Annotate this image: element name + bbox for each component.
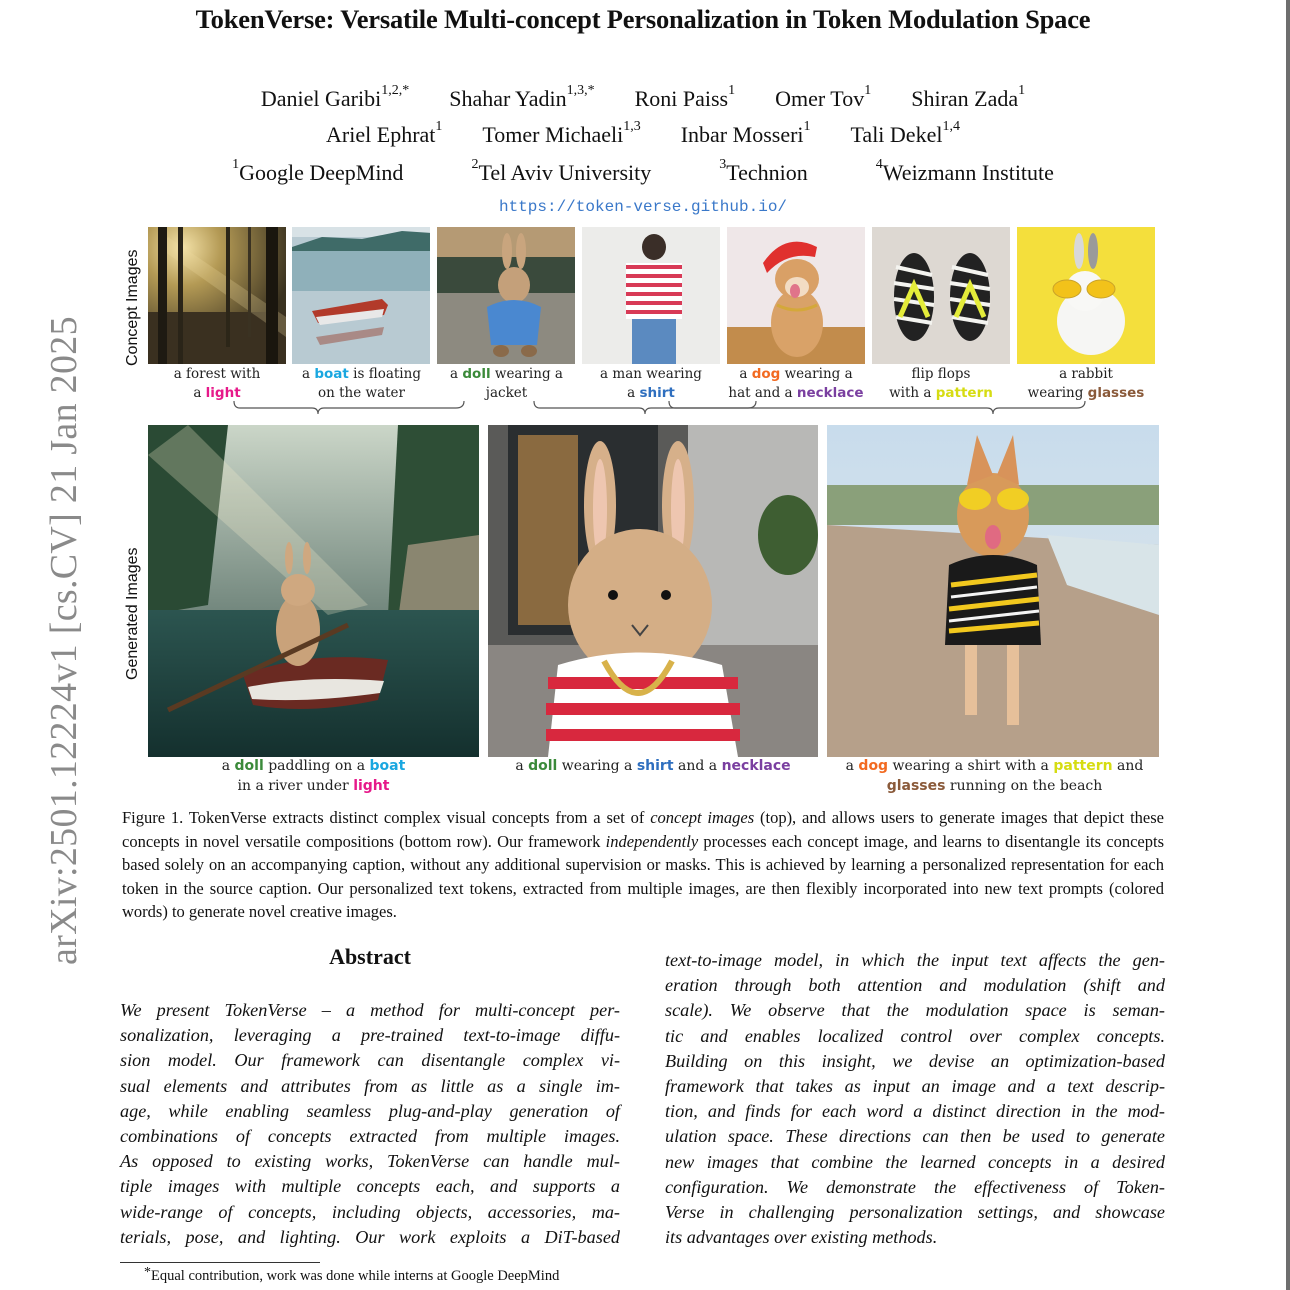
author-affiliation-marker: 1,3 [623, 119, 641, 134]
caption-line-2: wearing glasses [1027, 385, 1145, 401]
concept-token-shirt: shirt [636, 758, 674, 774]
caption-line-2: a light [193, 385, 241, 401]
concept-image-doll-jacket [437, 227, 575, 364]
abstract-line: age, while enabling seamless plug-and-play generation of [120, 1100, 620, 1121]
abstract-line: configuration. We demonstrate the effectiveness of Token- [665, 1176, 1165, 1197]
figure-caption [122, 806, 1164, 924]
concept-token-necklace: necklace [796, 385, 864, 401]
concept-image-flip-flops [872, 227, 1010, 364]
concept-token-shirt: shirt [639, 385, 675, 401]
footnote-text: Equal contribution, work was done while interns at Google DeepMind [151, 1268, 560, 1284]
footnote-mark: * [144, 1265, 151, 1280]
caption-line-2: glasses running on the beach [886, 778, 1103, 794]
concept-caption [292, 365, 431, 403]
author-affiliation-marker: 1 [803, 119, 811, 134]
concept-token-doll: doll [462, 366, 491, 382]
concept-token-doll: doll [234, 758, 264, 774]
abstract-line: framework that takes as input an image and a text descrip- [665, 1076, 1165, 1097]
author-name: Tali Dekel$^{1,4}$ [850, 119, 960, 147]
caption-text: (top), and allows users to generate images that depict these concepts in novel versatile compositions (bottom row). Our framework [122, 808, 1164, 851]
paper-title: TokenVerse: Versatile Multi-concept Personalization in Token Modulation Space [195, 4, 1091, 34]
caption-text: Figure 1. TokenVerse extracts distinct complex visual concepts from a set of [122, 808, 651, 827]
affiliation: $^4$Weizmann Institute [875, 157, 1054, 185]
generated-caption [827, 756, 1162, 796]
abstract-line: sual elements and attributes from as little as a single im- [120, 1075, 620, 1096]
author-name: Shahar Yadin$^{1,3,*}$ [449, 83, 595, 111]
affiliation-number: 4 [875, 157, 883, 172]
viewer-scrollbar-edge [1286, 0, 1290, 1290]
abstract-line: ulation space. These directions can then be used to generate [665, 1126, 1165, 1147]
author-affiliation-marker: 1,2,* [381, 83, 410, 98]
concept-token-pattern: pattern [935, 385, 993, 401]
abstract-line: scale). We observe that the modulation space is seman- [665, 1000, 1165, 1021]
author-affiliation-marker: 1,4 [942, 119, 960, 134]
affiliation: $^1$Google DeepMind [232, 157, 404, 185]
author-affiliation-marker: 1 [435, 119, 443, 134]
abstract-left-column [120, 998, 620, 1250]
concept-token-dog: dog [751, 366, 781, 382]
abstract-line: Building on this insight, we devise an optimization-based [665, 1050, 1165, 1071]
generated-image-doll-shirt-necklace [488, 425, 818, 757]
abstract-line: combinations of concepts extracted from multiple images. [120, 1126, 620, 1147]
caption-emphasis: independently [605, 831, 699, 851]
abstract-line: its advantages over existing methods. [665, 1227, 938, 1248]
affiliation-list [0, 157, 1286, 186]
grouping-brace-3 [665, 400, 1090, 422]
generated-caption [488, 756, 818, 776]
generated-images-row-label: Generated Images [124, 547, 141, 680]
arxiv-stamp: arXiv:2501.12224v1 [cs.CV] 21 Jan 2025 [43, 316, 85, 965]
affiliation-number: 2 [471, 157, 479, 172]
concept-image-rabbit-glasses [1017, 227, 1155, 364]
abstract-line: sonalization, leveraging a pre-trained text-to-image diffu- [120, 1025, 620, 1046]
concept-images-row-label: Concept Images [124, 249, 141, 366]
concept-image-forest [148, 227, 286, 364]
author-name: Inbar Mosseri$^1$ [680, 119, 811, 147]
abstract-line: tiple images with multiple concepts each, and supports a [120, 1176, 620, 1197]
concept-caption [582, 365, 720, 403]
abstract-line: terials, pose, and lighting. Our work exploits a DiT-based [120, 1226, 620, 1247]
affiliation-number: 1 [232, 157, 240, 172]
author-list-row-2 [0, 119, 1286, 148]
concept-token-dog: dog [858, 758, 889, 774]
author-affiliation-marker: 1 [864, 83, 872, 98]
caption-line-1: a boat is floating [302, 366, 421, 382]
caption-line-2: with a pattern [889, 385, 993, 401]
abstract-line: tion, and finds for each word a distinct direction in the mod- [665, 1101, 1165, 1122]
concept-token-pattern: pattern [1053, 758, 1113, 774]
author-affiliation-marker: 1 [728, 83, 736, 98]
project-url-link[interactable]: https://token-verse.github.io/ [498, 198, 788, 216]
abstract-line: eration through both attention and modulation (shift and [665, 975, 1165, 996]
caption-line-1: flip flops [911, 366, 971, 382]
abstract-line: As opposed to existing works, TokenVerse can handle mul- [120, 1151, 620, 1172]
author-list-row-1 [0, 83, 1286, 112]
generated-image-dog-beach [827, 425, 1159, 757]
concept-token-light: light [205, 385, 241, 401]
concept-caption [148, 365, 286, 403]
footnote [144, 1265, 560, 1285]
affiliation: $^2$Tel Aviv University [471, 157, 652, 185]
abstract-right-column [665, 948, 1165, 1250]
concept-image-boat [292, 227, 430, 364]
caption-line-2: in a river under light [237, 778, 390, 794]
concept-token-necklace: necklace [721, 758, 791, 774]
generated-caption [148, 756, 479, 796]
caption-line-2: on the water [318, 385, 405, 401]
concept-token-boat: boat [369, 758, 406, 774]
caption-text: processes each concept image, and learns to disentangle its concepts based solely on an accompanying caption, without any additional supervision or masks. This is achieved by learning a personalized representation for each token in the source caption. Our personalized text tokens, extracted from multiple images, are then flexibly incorporated into new text prompts (colored words) to generate novel creative images. [122, 831, 1164, 921]
affiliation: $^3$Technion [719, 157, 808, 185]
abstract-line: new images that combine the learned concepts in a desired [665, 1151, 1165, 1172]
concept-image-man-shirt [582, 227, 720, 364]
abstract-heading: Abstract [329, 944, 411, 969]
concept-token-boat: boat [314, 366, 349, 382]
caption-line-1: a man wearing [600, 366, 702, 382]
abstract-line: sion model. Our framework can disentangle complex vi- [120, 1050, 620, 1071]
author-name: Tomer Michaeli$^{1,3}$ [482, 119, 641, 147]
generated-image-doll-boat [148, 425, 479, 757]
caption-line-2: a shirt [627, 385, 675, 401]
caption-line-1: a dog wearing a shirt with a pattern and [845, 758, 1144, 774]
concept-caption [720, 365, 872, 403]
footnote-rule [120, 1262, 320, 1263]
abstract-line: We present TokenVerse – a method for multi-concept per- [120, 1000, 620, 1020]
caption-line-1: a doll paddling on a boat [221, 758, 406, 774]
caption-line-1: a forest with [173, 366, 261, 382]
abstract-line: wide-range of concepts, including objects, accessories, ma- [120, 1201, 620, 1222]
author-name: Ariel Ephrat$^1$ [326, 119, 443, 147]
author-affiliation-marker: 1 [1018, 83, 1026, 98]
caption-emphasis: concept images [650, 808, 755, 827]
concept-token-glasses: glasses [1087, 385, 1145, 401]
caption-line-2: hat and a necklace [728, 385, 864, 401]
abstract-line: text-to-image model, in which the input text affects the gen- [665, 950, 1165, 970]
author-name: Daniel Garibi$^{1,2,*}$ [260, 83, 410, 111]
author-name: Roni Paiss$^1$ [634, 83, 736, 111]
concept-caption [872, 365, 1010, 403]
caption-line-1: a rabbit [1059, 366, 1113, 382]
abstract-line: Verse in challenging personalization settings, and showcase [665, 1202, 1165, 1223]
concept-image-dog-hat [727, 227, 865, 364]
concept-token-light: light [353, 778, 390, 794]
concept-caption [437, 365, 576, 403]
concept-token-glasses: glasses [886, 778, 946, 794]
author-name: Omer Tov$^1$ [775, 83, 872, 111]
caption-line-1: a doll wearing a shirt and a necklace [515, 758, 791, 774]
author-name: Shiran Zada$^1$ [911, 83, 1026, 111]
affiliation-number: 3 [719, 157, 727, 172]
caption-line-1: a doll wearing a [450, 366, 563, 382]
concept-caption [1014, 365, 1158, 403]
concept-token-doll: doll [528, 758, 558, 774]
abstract-line: tic and enables localized control over complex concepts. [665, 1025, 1165, 1046]
author-affiliation-marker: 1,3,* [566, 83, 595, 98]
caption-line-2: jacket [485, 385, 528, 401]
grouping-brace-1 [230, 400, 470, 422]
caption-line-1: a dog wearing a [739, 366, 853, 382]
